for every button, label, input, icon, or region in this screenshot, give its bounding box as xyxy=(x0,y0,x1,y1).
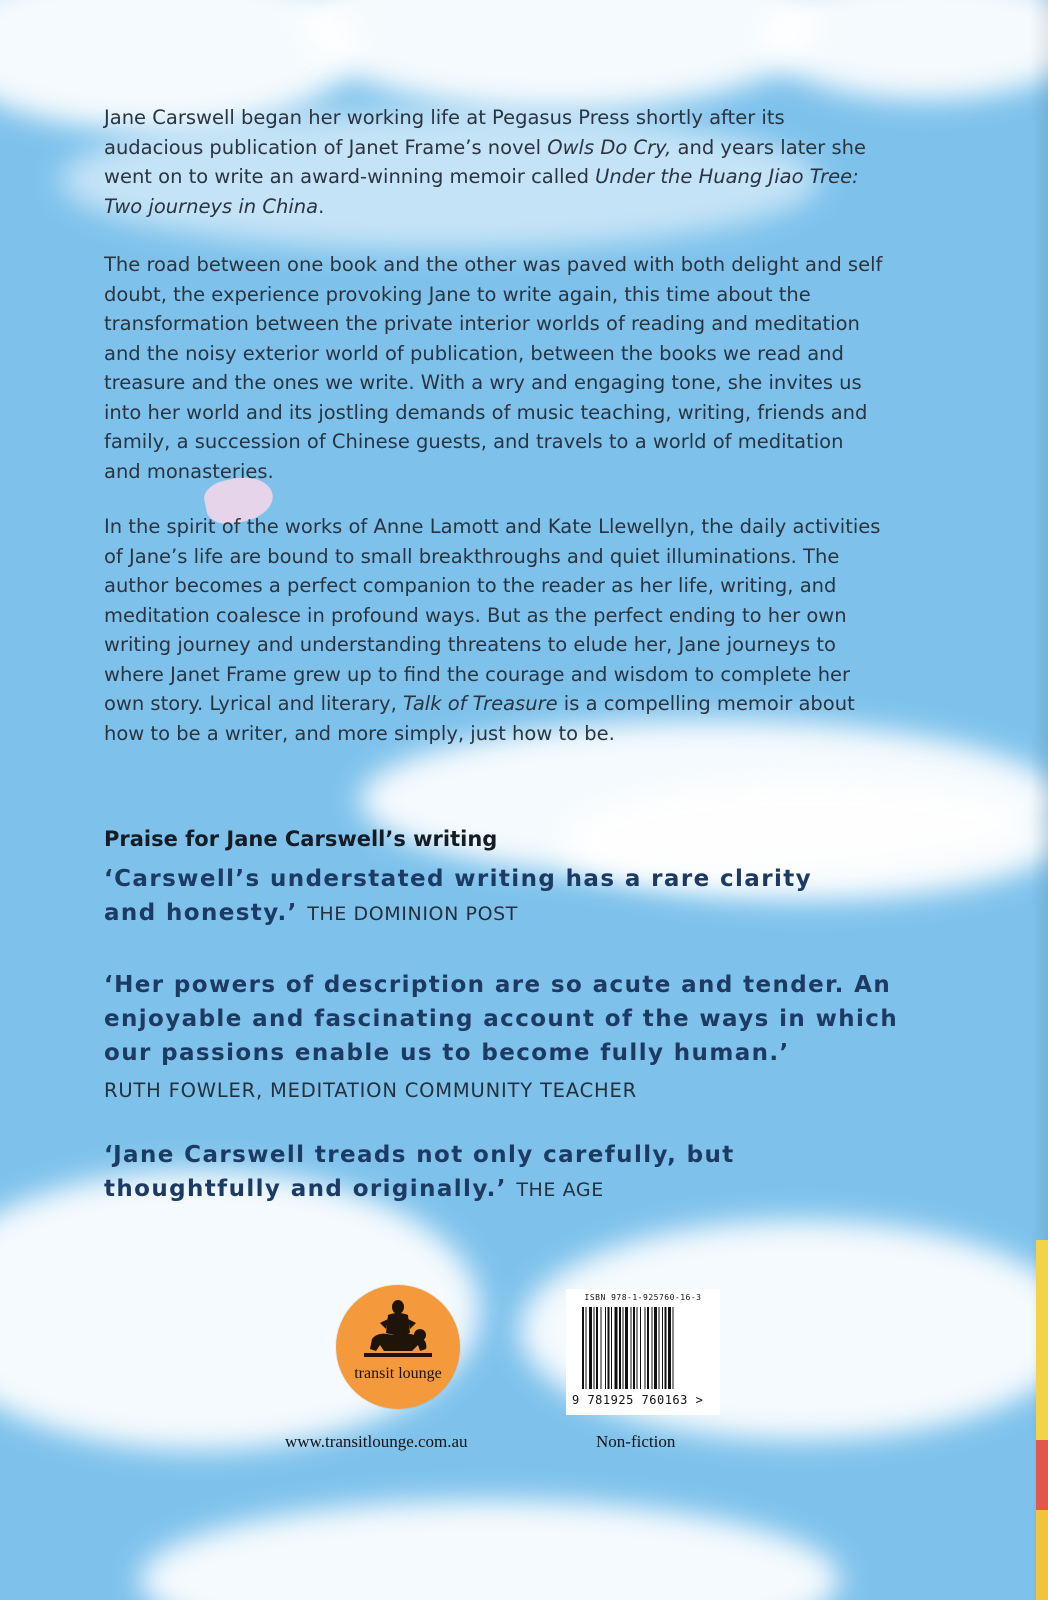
isbn-digits: 9 781925 760163 > xyxy=(572,1393,704,1407)
blurb-p3-title-talk-of-treasure: Talk of Treasure xyxy=(402,692,558,715)
praise-quote-1 xyxy=(104,862,864,931)
blurb-p1-text-e: . xyxy=(318,194,325,218)
blurb-p1-text-a: Jane Carswell began her working life at Pegasus Press shortly after its audacious publication of Janet Frame’s novel xyxy=(104,106,785,159)
quote-1-source: THE DOMINION POST xyxy=(307,903,519,925)
statue-on-lion-icon xyxy=(358,1299,438,1363)
edge-stripe-yellow-2 xyxy=(1036,1510,1048,1600)
quote-1-text: ‘Carswell’s understated writing has a rare clarity and honesty.’ xyxy=(104,866,813,926)
blurb-paragraph-2: The road between one book and the other was paved with both delight and self doubt, the experience provoking Jane to write again, this time about the transformation between the private interior worlds of reading and meditation and the noisy exterior world of publication, between the books we read and treasure and the ones we write. With a wry and engaging tone, she invites us into her world and its jostling demands of music teaching, writing, friends and family, a succession of Chinese guests, and travels to a world of meditation and monasteries. xyxy=(104,253,883,483)
quote-2-source: RUTH FOWLER, MEDITATION COMMUNITY TEACHER xyxy=(104,1079,637,1102)
blurb-paragraph-1 xyxy=(104,103,884,221)
edge-stripe-yellow xyxy=(1036,1240,1048,1440)
praise-quote-2 xyxy=(104,968,904,1070)
blurb-p1-text-c: and years later she went on to write an award-winning memoir called xyxy=(104,135,867,188)
quote-3-text: ‘Jane Carswell treads not only carefully, but thoughtfully and originally.’ xyxy=(104,1142,735,1202)
blurb-p3-text-a: In the spirit of the works of Anne Lamott and Kate Llewellyn, the daily activities of Jane’s life are bound to small breakthroughs and quiet illuminations. The author becomes a perfect companion to the reader as her life, writing, and meditation coalesce in profound ways. But as the perfect ending to her own writing journey and understanding threatens to elude her, Jane journeys to where Janet Frame grew up to find the courage and wisdom to complete her own story. Lyrical and literary, xyxy=(104,515,881,715)
isbn-barcode xyxy=(566,1289,720,1415)
blurb-p1-title-owls: Owls Do Cry, xyxy=(547,135,672,159)
barcode-bars xyxy=(580,1307,706,1391)
blurb-paragraph-3 xyxy=(104,512,884,748)
cloud-top-middle xyxy=(300,0,820,110)
publisher-website: www.transitlounge.com.au xyxy=(285,1432,468,1451)
praise-quote-3 xyxy=(104,1138,824,1207)
genre-label: Non-fiction xyxy=(596,1432,676,1451)
blurb-p3-text-c: is a compelling memoir about how to be a writer, and more simply, just how to be. xyxy=(104,692,855,745)
quote-3-source: THE AGE xyxy=(516,1179,604,1201)
cloud-bottom xyxy=(140,1500,840,1600)
quote-2-text: ‘Her powers of description are so acute and tender. An enjoyable and fascinating account of the ways in which our passions enable us to become fully human.’ xyxy=(104,972,899,1066)
publisher-logo xyxy=(336,1285,460,1409)
isbn-label: ISBN 978-1-925760-16-3 xyxy=(584,1293,702,1302)
edge-stripe-red xyxy=(1036,1440,1048,1510)
cloud-top-right xyxy=(760,0,1048,100)
publisher-name: transit lounge xyxy=(354,1365,442,1382)
blurb-p1-title-huang: Under the Huang Jiao Tree: Two journeys in China xyxy=(104,165,859,218)
praise-heading: Praise for Jane Carswell’s writing xyxy=(104,827,498,851)
